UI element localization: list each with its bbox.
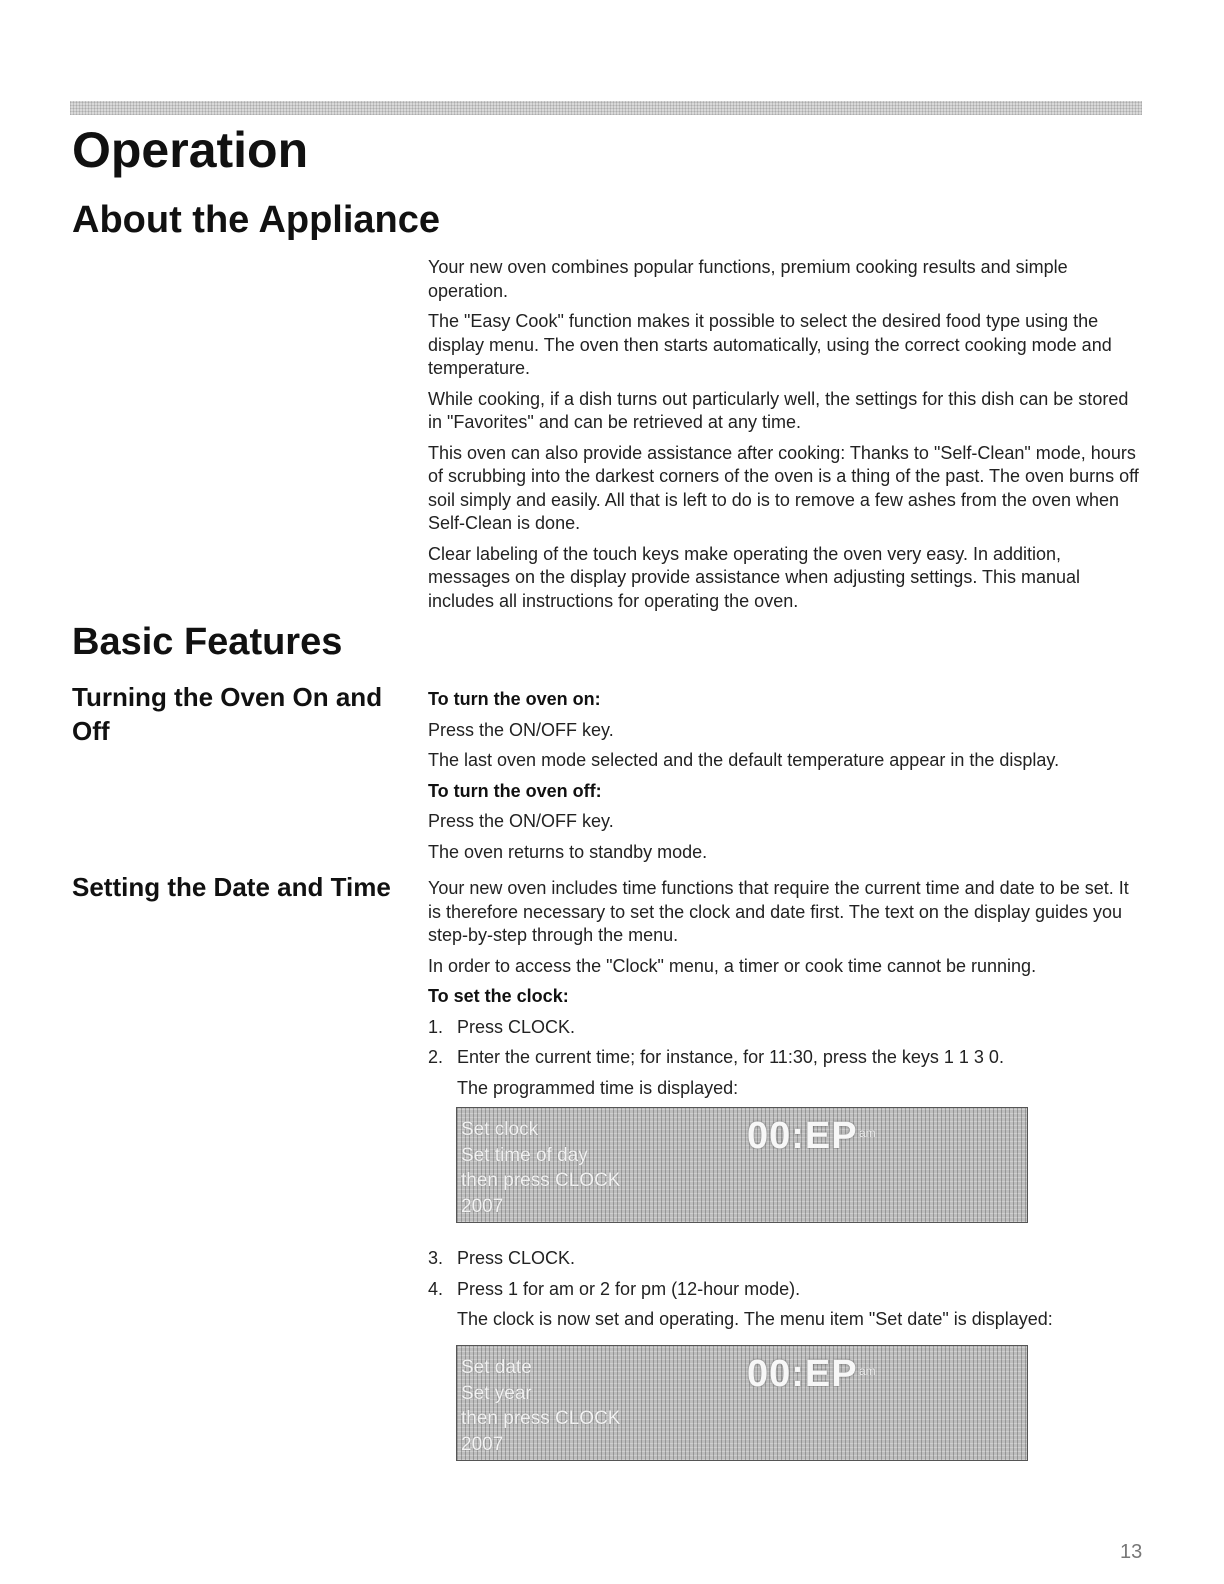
turn-off-result: The oven returns to standby mode. (428, 841, 708, 862)
display-line: 2007 (461, 1195, 504, 1217)
datetime-heading: Setting the Date and Time (72, 872, 391, 902)
step-item (428, 1016, 1140, 1040)
turn-off-step: Press the ON/OFF key. (428, 811, 614, 831)
datetime-body-continued (428, 1247, 1140, 1339)
step-item (428, 1247, 1140, 1271)
page-title: Operation (72, 122, 309, 178)
step-number: 4. (428, 1278, 444, 1299)
display-line: then press CLOCK (461, 1408, 621, 1429)
display-line: Set date (461, 1357, 532, 1378)
step4-result: The clock is now set and operating. The menu item "Set date" is displayed: (457, 1309, 1053, 1329)
turn-off-lead: To turn the oven off: (428, 780, 602, 801)
step-item (428, 1278, 1140, 1302)
turn-on-step: Press the ON/OFF key. (428, 719, 614, 740)
datetime-intro: Your new oven includes time functions that require the current time and date to be set. It is therefore necessary to set the clock and date first. The text on the display guides you step-by-step through the menu. (428, 878, 1129, 945)
display-time: 00:EP (747, 1115, 858, 1157)
set-clock-lead: To set the clock: (428, 986, 569, 1006)
display-line: Set clock (461, 1119, 539, 1140)
turn-on-result: The last oven mode selected and the default temperature appear in the display. (428, 750, 1060, 770)
step-number: 2. (428, 1047, 444, 1067)
display-line: then press CLOCK (461, 1170, 621, 1191)
basic-features-heading: Basic Features (72, 621, 343, 663)
step-text: Enter the current time; for instance, for 11:30, press the keys 1 1 3 0. (457, 1047, 1004, 1067)
about-body (428, 256, 1140, 620)
about-paragraph: The "Easy Cook" function makes it possible to select the desired food type using the display menu. The oven then starts automatically, using the correct cooking mode and temperature. (428, 311, 1112, 378)
header-rule-bar (70, 101, 1142, 115)
oven-display-set-clock (456, 1107, 1028, 1223)
about-heading: About the Appliance (72, 199, 441, 241)
clock-steps-list-continued (428, 1247, 1140, 1301)
step-text: Press CLOCK. (457, 1016, 576, 1037)
display-line: Set time of day (461, 1144, 588, 1166)
step-text: Press 1 for am or 2 for pm (12-hour mode). (457, 1278, 801, 1299)
step-number: 3. (428, 1248, 444, 1268)
display-ampm: am (859, 1364, 876, 1378)
page-number: 13 (1120, 1541, 1143, 1563)
turn-on-lead: To turn the oven on: (428, 689, 601, 709)
onoff-body (428, 688, 1140, 871)
step-text: Press CLOCK. (457, 1248, 576, 1268)
step2-result: The programmed time is displayed: (457, 1077, 739, 1098)
step-item (428, 1046, 1140, 1070)
onoff-heading: Turning the Oven On and Off (72, 682, 383, 746)
display-ampm: am (859, 1126, 876, 1140)
datetime-body (428, 877, 1140, 1107)
display-line: Set year (461, 1382, 532, 1404)
datetime-note: In order to access the "Clock" menu, a timer or cook time cannot be running. (428, 955, 1037, 976)
step-number: 1. (428, 1016, 444, 1037)
clock-steps-list (428, 1016, 1140, 1070)
display-time: 00:EP (747, 1353, 858, 1395)
display-text-lines (461, 1355, 620, 1457)
about-paragraph: Clear labeling of the touch keys make operating the oven very easy. In addition, messages on the display provide assistance when adjusting settings. This manual includes all instructions for operating the oven. (428, 543, 1081, 611)
about-paragraph: Your new oven combines popular functions, premium cooking results and simple operation. (428, 257, 1068, 301)
oven-display-set-date (456, 1345, 1028, 1461)
about-paragraph: While cooking, if a dish turns out particularly well, the settings for this dish can be stored in "Favorites" and can be retrieved at any time. (428, 388, 1129, 432)
about-paragraph: This oven can also provide assistance after cooking: Thanks to "Self-Clean" mode, hours of scrubbing into the darkest corners of the oven is a thing of the past. The oven burns off soil simply and easily. All that is left to do is to remove a few ashes from the oven when Self-Clean is done. (428, 442, 1139, 533)
display-text-lines (461, 1117, 620, 1219)
display-line: 2007 (461, 1433, 504, 1455)
